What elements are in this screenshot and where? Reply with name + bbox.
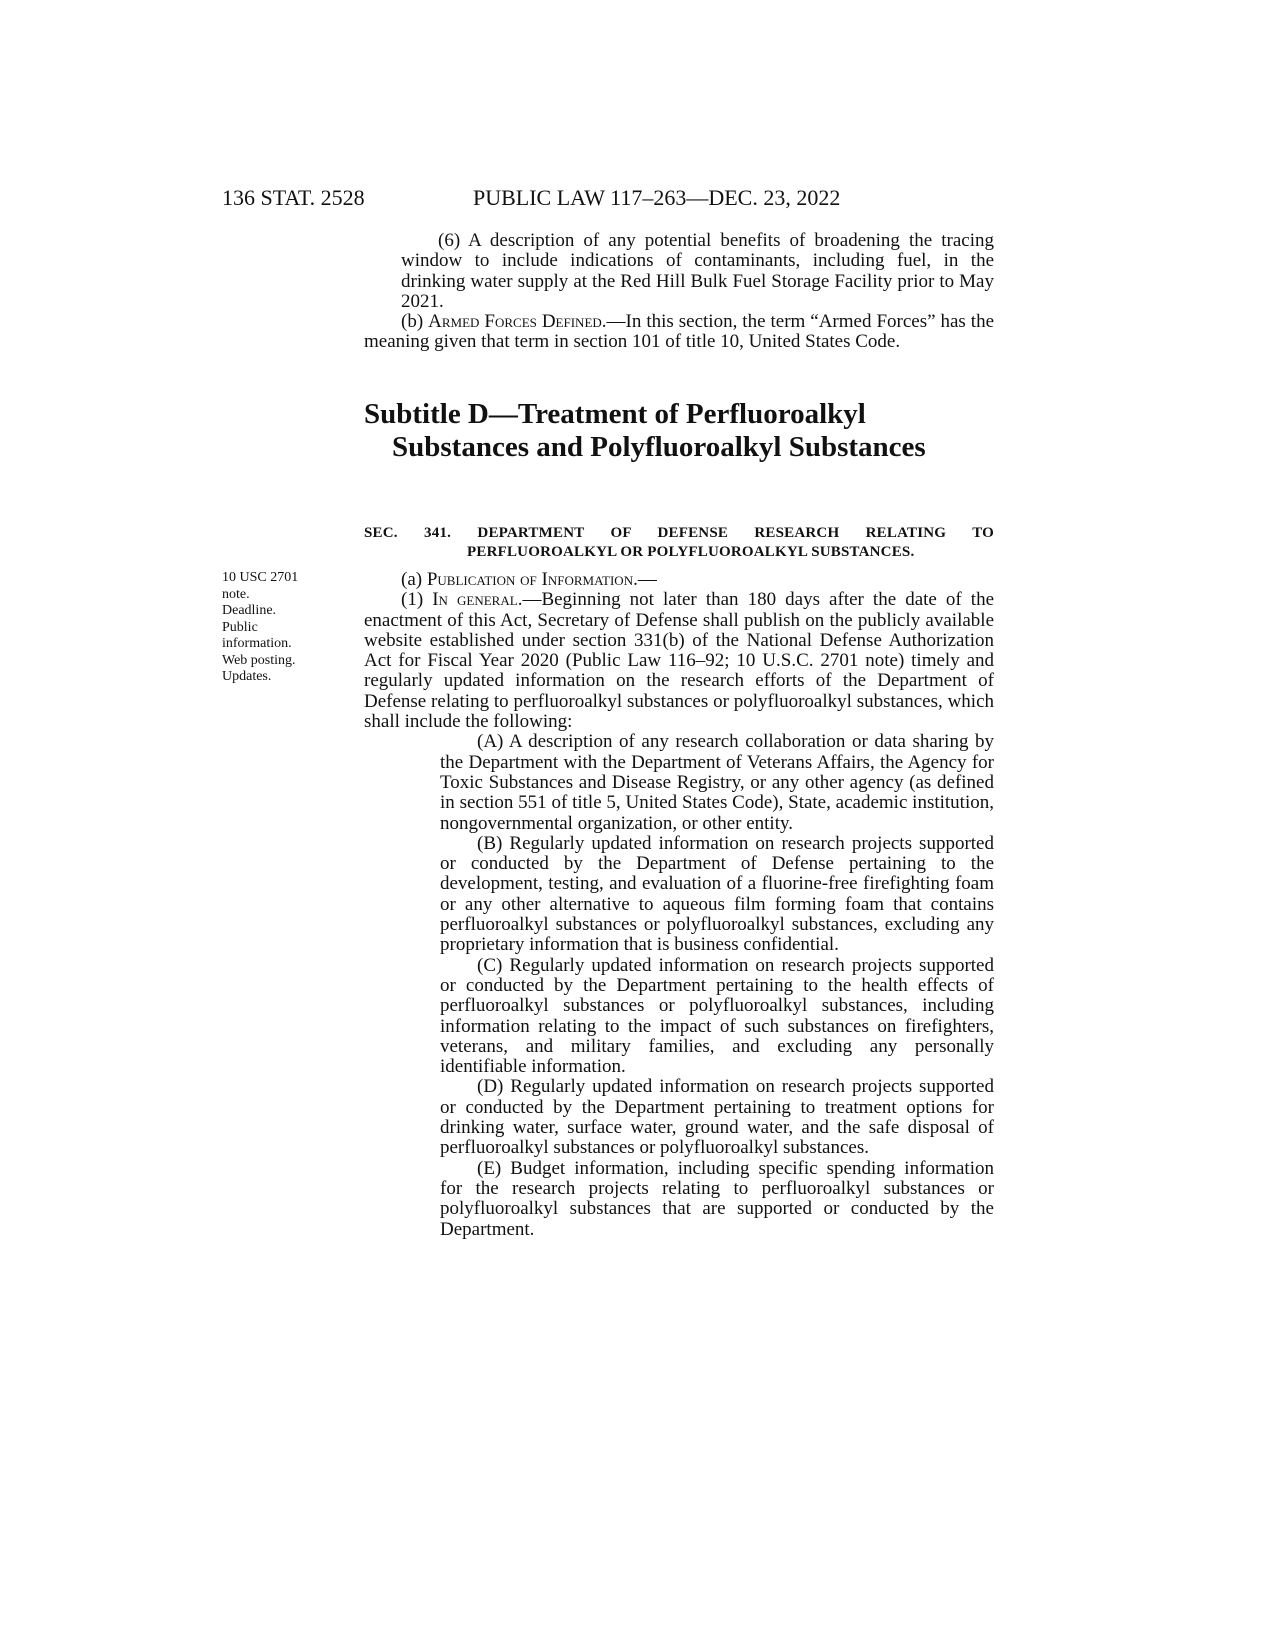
subparagraph-d: (D) Regularly updated information on research projects supported or conducted by the Department pertaining to treatment options for drinking water, surface water, ground water, and the safe disposal of perfluoroalkyl substances or polyfluoroalkyl substances. (440, 1076, 994, 1159)
continued-section (364, 231, 994, 353)
subsection-b-heading: Armed Forces Defined (428, 311, 602, 333)
subparagraph-b: (B) Regularly updated information on research projects supported or conducted by the Department of Defense pertaining to the development, testing, and evaluation of a fluorine-free firefighting foam or any other alternative to aqueous film forming foam that contains perfluoroalkyl substances or polyfluoroalkyl substances, excluding any proprietary information that is business confidential. (440, 832, 994, 956)
subparagraph-c: (C) Regularly updated information on research projects supported or conducted by the Department pertaining to the health effects of perfluoroalkyl substances or polyfluoroalkyl substances, including information relating to the impact of such substances on firefighters, veterans, and military families, and excluding any personally identifiable information. (440, 954, 994, 1078)
subsection-a-title: Publication of Information (426, 569, 634, 590)
subtitle-heading (364, 398, 994, 464)
margin-note-line: Updates. (222, 669, 272, 684)
page-header (222, 185, 1022, 215)
paragraph-6: (6) A description of any potential benefits of broadening the tracing window to include indications of contaminants, including fuel, in the drinking water supply at the Red Hill Bulk Fuel Storage Facility prior to May 2021. (401, 230, 994, 312)
subsection-b-prefix: (b) (401, 311, 429, 333)
subtitle-line-rest: Substances and Polyfluoroalkyl Substances (392, 431, 926, 463)
section-heading-line-2: PERFLUOROALKYL OR POLYFLUOROALKYL SUBSTANCES. (467, 544, 915, 560)
margin-note-line: note. (222, 586, 250, 602)
margin-note-line: Deadline. (222, 603, 277, 618)
stat-page-number: 136 STAT. 2528 (222, 185, 365, 210)
subsection-a-heading (364, 570, 994, 590)
margin-note-line: 10 USC 2701 (222, 570, 299, 585)
subsection-a-suffix: .— (633, 569, 657, 590)
paragraph-1 (327, 590, 994, 732)
margin-note-line: Web posting. (222, 652, 296, 668)
paragraph-1-prefix: (1) (401, 589, 433, 611)
margin-note (222, 570, 332, 686)
subtitle-line-1: Subtitle D—Treatment of Perfluoroalkyl (364, 398, 866, 430)
subparagraph-a: (A) A description of any research collaboration or data sharing by the Department with the Department of Veterans Affairs, the Agency for Toxic Substances and Disease Registry, or any other agency (as defined in section 551 of title 5, United States Code), State, academic institution, nongovernmental organization, or other entity. (440, 731, 994, 834)
paragraph-1-heading: In general (432, 589, 518, 611)
section-heading (364, 524, 994, 562)
margin-note-line: Public (222, 619, 258, 635)
subsection-b-text: .—In this section, the term “Armed Forces” has the meaning given that term in section 101 of title 10, United States Code. (364, 311, 995, 353)
subsection-a-prefix: (a) (401, 569, 427, 590)
running-head: PUBLIC LAW 117–263—DEC. 23, 2022 (473, 185, 841, 210)
subparagraph-e: (E) Budget information, including specific spending information for the research projects relating to perfluoroalkyl substances or polyfluoroalkyl substances that are supported or conducted by the Department. (440, 1157, 994, 1240)
section-heading-line-1: SEC. 341. DEPARTMENT OF DEFENSE RESEARCH RELATING TO (364, 525, 994, 541)
paragraph-1-text: .—Beginning not later than 180 days after the date of the enactment of this Act, Secretary of Defense shall publish on the publicly available website established under section 331(b) of the National Defense Authorization Act for Fiscal Year 2020 (Public Law 116–92; 10 U.S.C. 2701 note) timely and regularly updated information on the research efforts of the Department of Defense relating to perfluoroalkyl substances or polyfluoroalkyl substances, which shall include the following: (364, 589, 995, 733)
subsection-b (364, 312, 994, 353)
section-341-body (364, 570, 994, 1240)
margin-note-line: information. (222, 636, 292, 651)
